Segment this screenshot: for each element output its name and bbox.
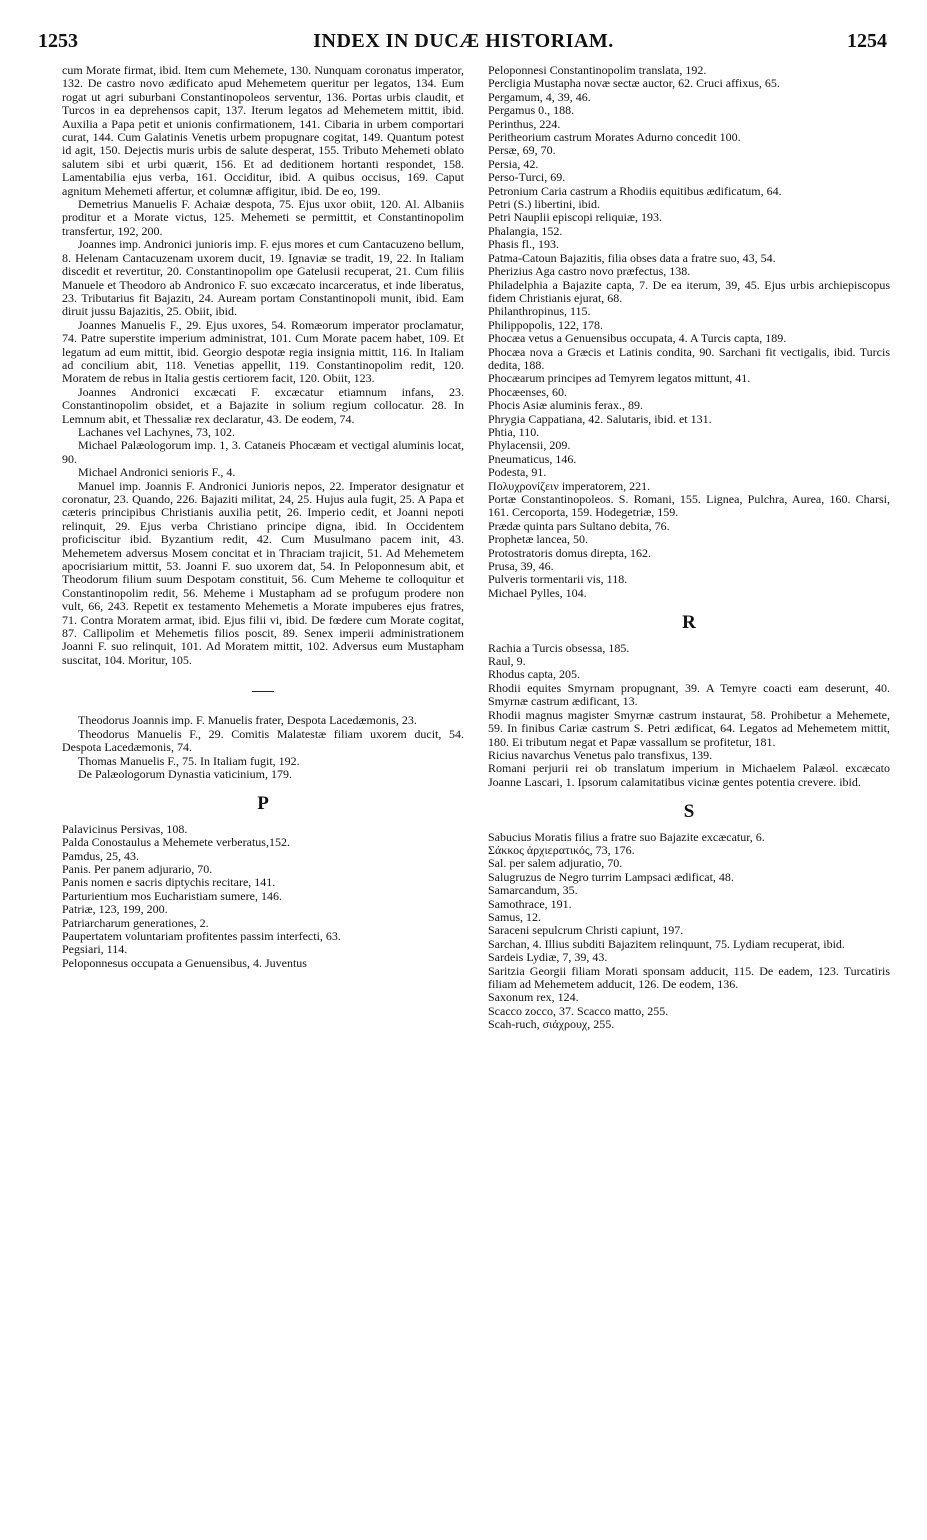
index-entry: Demetrius Manuelis F. Achaiæ despota, 75. Ejus uxor obiit, 120. Al. Albaniis proditur et a Morate victus, 125. Mehemeti se permittit, et Constantinopolim transfertur, 192, 200. bbox=[62, 197, 464, 238]
index-entry: Rhodii equites Smyrnam propugnant, 39. A Temyre coacti eam deserunt, 40. Smyrnæ castrum ædificant, 13. bbox=[488, 680, 890, 709]
index-entry: Phylacensii, 209. bbox=[488, 438, 571, 453]
index-entry: Panis nomen e sacris diptychis recitare, 141. bbox=[62, 875, 276, 890]
index-entry: Phocæarum principes ad Temyrem legatos mittunt, 41. bbox=[488, 371, 751, 386]
index-entry: Philanthropinus, 115. bbox=[488, 304, 591, 319]
index-entry: Prophetæ lancea, 50. bbox=[488, 532, 588, 547]
page-title: INDEX IN DUCÆ HISTORIAM. bbox=[313, 30, 614, 52]
right-column bbox=[488, 64, 890, 1032]
index-entry: De Palæologorum Dynastia vaticinium, 179. bbox=[78, 766, 292, 781]
index-entry: Persæ, 69, 70. bbox=[488, 143, 556, 158]
index-entry: Pergamum, 4, 39, 46. bbox=[488, 89, 591, 104]
section-letter-r: R bbox=[682, 612, 696, 634]
index-entry: Sal. per salem adjuratio, 70. bbox=[488, 856, 623, 871]
index-entry: Theodorus Manuelis F., 29. Comitis Malatestæ filiam uxorem ducit, 54. Despota Lacedæmonis, 74. bbox=[62, 726, 464, 755]
index-entry: Prusa, 39, 46. bbox=[488, 559, 554, 574]
index-entry: cum Morate firmat, ibid. Item cum Mehemete, 130. Nunquam coronatus imperator, 132. De castro novo ædificato apud Mehemetem queritur per legatos, 134. Eum rogat ut agri suburbani Constantinopoleos serventur, 136. Portas urbis claudit, et Turcos in ea deprehensos capit, 137. Iterum legatos ad Mehemetem mittit, ibid. Auxilia a Papa petit et unionis confirmationem, 141. Cibaria in urbem comportari curat, 144. Cum Galatinis Venetis urbem propugnare cogitat, 149. Quantum potest id agit, 150. Dejectis muris urbis de salute desperat, 155. Tributo Mehemeti oblato salutem sibi et urbi quærit, 156. Et ad deditionem hortanti respondet, 158. Lamentabilia ejus verba, 161. Occiditur, ibid. A quibus occisus, 169. Caput agnitum Mehemeti affertur, et columnæ affigitur, ibid. De eo, 199. bbox=[62, 63, 464, 198]
index-entry: Patriæ, 123, 199, 200. bbox=[62, 902, 168, 917]
index-entry: Pulveris tormentarii vis, 118. bbox=[488, 572, 628, 587]
index-entry: Phtia, 110. bbox=[488, 424, 540, 439]
index-entry: Perinthus, 224. bbox=[488, 116, 561, 131]
section-letter-s: S bbox=[683, 801, 695, 823]
index-entry: Panis. Per panem adjurario, 70. bbox=[62, 861, 213, 876]
index-entry: Pherizius Aga castro novo præfectus, 138. bbox=[488, 264, 691, 279]
index-entry: Saritzia Georgii filiam Morati sponsam adducit, 115. De eadem, 123. Turcatiris filiam ad Mehemetem adducit, 126. De eodem, 136. bbox=[488, 963, 890, 991]
index-entry: Percligia Mustapha novæ sectæ auctor, 62. Cruci affixus, 65. bbox=[488, 76, 780, 91]
index-entry: Palda Conostaulus a Mehemete verberatus,152. bbox=[62, 835, 290, 850]
index-entry: Michael Pylles, 104. bbox=[488, 585, 587, 600]
index-entry: Lachanes vel Lachynes, 73, 102. bbox=[78, 424, 235, 439]
index-entry: Phalangia, 152. bbox=[488, 223, 563, 238]
index-entry: Petri Nauplii episcopi reliquiæ, 193. bbox=[488, 210, 662, 225]
section-divider bbox=[252, 691, 274, 692]
section-letter-p: P bbox=[257, 793, 269, 815]
index-entry: Phrygia Cappatiana, 42. Salutaris, ibid. et 131. bbox=[488, 411, 712, 426]
left-block-2 bbox=[62, 714, 464, 781]
index-entry: Ricius navarchus Venetus palo transfixus, 139. bbox=[488, 747, 713, 762]
left-block-3 bbox=[62, 823, 464, 970]
index-entry: Saraceni sepulcrum Christi capiunt, 197. bbox=[488, 923, 684, 938]
index-entry: Parturientium mos Eucharistiam sumere, 146. bbox=[62, 888, 282, 903]
index-entry: Phocæenses, 60. bbox=[488, 384, 567, 399]
index-entry: Petronium Caria castrum a Rhodiis equitibus ædificatum, 64. bbox=[488, 183, 782, 198]
index-entry: Pamdus, 25, 43. bbox=[62, 848, 140, 863]
left-column bbox=[62, 64, 464, 970]
index-entry: Πολυχρονίζειν imperatorem, 221. bbox=[488, 478, 651, 493]
index-entry: Patriarcharum generationes, 2. bbox=[62, 915, 209, 930]
index-entry: Patma-Catoun Bajazitis, filia obses data a fratre suo, 43, 54. bbox=[488, 250, 776, 265]
index-entry: Scacco zocco, 37. Scacco matto, 255. bbox=[488, 1003, 669, 1018]
right-block-2 bbox=[488, 642, 890, 789]
index-entry: Paupertatem voluntariam profitentes passim interfecti, 63. bbox=[62, 928, 341, 943]
index-entry: Phocæa nova a Græcis et Latinis condita, 90. Sarchani fit vectigalis, ibid. Turcis dedita, 188. bbox=[488, 344, 890, 372]
index-entry: Palavicinus Persivas, 108. bbox=[62, 821, 188, 836]
index-entry: Michael Palæologorum imp. 1, 3. Cataneis Phocæam et vectigal aluminis locat, 90. bbox=[62, 438, 464, 466]
index-entry: Rhodus capta, 205. bbox=[488, 667, 580, 682]
index-entry: Joannes Manuelis F., 29. Ejus uxores, 54. Romæorum imperator proclamatur, 74. Patre superstite imperium administrat, 101. Cum Morate pacem habet, 109. Et legatum ad eum mittit, ibid. Georgio despotæ regia insignia mittit, 116. In Italiam ad concilium abit, 118. Venetias appellit, 119. Constantinopolim redit, 120. Moratem de rebus in Italia gestis certiorem facit, 120. Obiit, 123. bbox=[62, 317, 464, 386]
index-entry: Thomas Manuelis F., 75. In Italiam fugit, 192. bbox=[78, 753, 300, 768]
page-number-left: 1253 bbox=[38, 30, 78, 52]
index-entry: Michael Andronici senioris F., 4. bbox=[78, 465, 236, 480]
index-entry: Perso-Turci, 69. bbox=[488, 170, 566, 185]
index-entry: Protostratoris domus direpta, 162. bbox=[488, 545, 651, 560]
page-number-right: 1254 bbox=[847, 30, 887, 52]
right-block-3 bbox=[488, 831, 890, 1032]
index-entry: Manuel imp. Joannis F. Andronici Junioris nepos, 22. Imperator designatur et coronatur, 23. Quando, 226. Bajaziti militat, 24, 25. Hujus aula fugit, 25. A Papa et cæteris principibus Christianis auxilia petit, 26. Imperio cedit, et Joanni nepoti relinquit, 29. Ejus verba Christiano principe digna, ibid. In Occidentem proficiscitur ibid. Byzantium redit, 42. Cum Musulmano pacem init, 43. Mehemetem adversus Mosem concitat et in Thraciam trajicit, 51. Ad Mehemetem apocrisiarium mittit, 53. Joanni F. suo uxorem dat, 54. In Peloponnesum abit, et Theodorum filium suum Despotam constituit, 56. Cum Meheme te colloquitur et Constantinopolim redit, 56. Meheme i Mustapham ad se profugum prodere non vult, 66, 243. Repetit ex testamento Mehemetis a Morate impuberes ejus fratres, 71. Contra Moratem armat, ibid. Ejus filii vi, ibid. De fœdere cum Morate cogitat, 87. Callipolim et Mehemetis filios poscit, 89. Senex imperii administrationem Joanni F. suo relinquit, 101. Ad Moratem mittit, 102. Adversus eum Mustapham suscitat, 104. Moritur, 105. bbox=[62, 478, 464, 667]
page-header bbox=[0, 30, 927, 58]
index-entry: Raul, 9. bbox=[488, 654, 526, 669]
index-entry: Rhodii magnus magister Smyrnæ castrum instaurat, 58. Prohibetur a Mehemete, 59. In finibus Cariæ castrum S. Petri ædificat, 64. Legatos ad Mehemetem mittit, 180. Ei tributum negat et Papæ vassallum se profitetur, 181. bbox=[488, 707, 890, 749]
index-entry: Theodorus Joannis imp. F. Manuelis frater, Despota Lacedæmonis, 23. bbox=[78, 713, 417, 728]
index-entry: Phocæa vetus a Genuensibus occupata, 4. A Turcis capta, 189. bbox=[488, 331, 787, 346]
index-entry: Peritheorium castrum Morates Adurno concedit 100. bbox=[488, 130, 741, 145]
index-entry: Samus, 12. bbox=[488, 909, 542, 924]
index-entry: Joannes imp. Andronici junioris imp. F. ejus mores et cum Cantacuzeno bellum, 8. Helenam Cantacuzenam uxorem ducit, 19. Ignaviæ se tradit, 19, 22. In Italiam discedit et revertitur, 20. Constantinopolim ope Gatelusii recuperat, 21. Cum filiis Manuele et Theodoro ab Andronico F. suo excæcato incarceratus, et inde liberatus, 23. Tributarius fit Bajazitı, 24. Auream portam Constantinopoli munit, ibid. Eam diruit jussu Bajazitis, 25. Obiit, ibid. bbox=[62, 237, 464, 319]
index-entry: Samarcandum, 35. bbox=[488, 883, 578, 898]
index-entry: Podesta, 91. bbox=[488, 465, 547, 480]
index-entry: Pegsiari, 114. bbox=[62, 942, 128, 957]
index-entry: Sardeis Lydiæ, 7, 39, 43. bbox=[488, 950, 608, 965]
index-entry: Sarchan, 4. Illius subditi Bajazitem relinquunt, 75. Lydiam recuperat, ibid. bbox=[488, 936, 845, 951]
index-entry: Pergamus 0., 188. bbox=[488, 103, 575, 118]
index-entry: Scah-ruch, σιάχρουχ, 255. bbox=[488, 1017, 615, 1032]
index-entry: Persia, 42. bbox=[488, 156, 539, 171]
index-entry: Salugruzus de Negro turrim Lampsaci ædificat, 48. bbox=[488, 869, 734, 884]
index-entry: Petri (S.) libertini, ibid. bbox=[488, 197, 600, 212]
left-block-1 bbox=[62, 64, 464, 667]
right-block-1 bbox=[488, 64, 890, 600]
index-entry: Peloponnesus occupata a Genuensibus, 4. Juventus bbox=[62, 955, 307, 970]
index-entry: Portæ Constantinopoleos. S. Romani, 155. Lignea, Pulchra, Aurea, 160. Charsi, 161. Cercoporta, 159. Hodegetriæ, 159. bbox=[488, 492, 890, 520]
index-entry: Pneumaticus, 146. bbox=[488, 451, 577, 466]
index-entry: Joannes Andronici excæcati F. excæcatur etiamnum infans, 23. Constantinopolim obsidet, et a Bajazite in solium regium collocatur. 28. In Lemnum abit, et Thessaliæ rex declaratur, 43. De eodem, 74. bbox=[62, 384, 464, 426]
index-entry: Philippopolis, 122, 178. bbox=[488, 317, 604, 332]
index-entry: Σάκκος ἀρχιερατικός, 73, 176. bbox=[488, 842, 635, 857]
index-entry: Sabucius Moratis filius a fratre suo Bajazite excæcatur, 6. bbox=[488, 829, 765, 844]
index-entry: Peloponnesi Constantinopolim translata, 192. bbox=[488, 63, 707, 77]
index-entry: Phasis fl., 193. bbox=[488, 237, 560, 252]
index-entry: Philadelphia a Bajazite capta, 7. De ea iterum, 39, 45. Ejus urbis archiepiscopus fidem Christianis ejurat, 68. bbox=[488, 277, 890, 305]
index-entry: Prædæ quinta pars Sultano debita, 76. bbox=[488, 518, 670, 533]
index-entry: Saxonum rex, 124. bbox=[488, 990, 579, 1005]
index-entry: Rachia a Turcis obsessa, 185. bbox=[488, 640, 630, 655]
index-entry: Phocis Asiæ aluminis ferax., 89. bbox=[488, 398, 643, 413]
index-entry: Romani perjurii rei ob translatum imperium in Michaelem Palæol. excæcato Joanne Lascari, 1. Ipsorum calamitatibus vicinæ gentes potentia crevere. ibid. bbox=[488, 761, 890, 789]
index-entry: Samothrace, 191. bbox=[488, 896, 572, 911]
